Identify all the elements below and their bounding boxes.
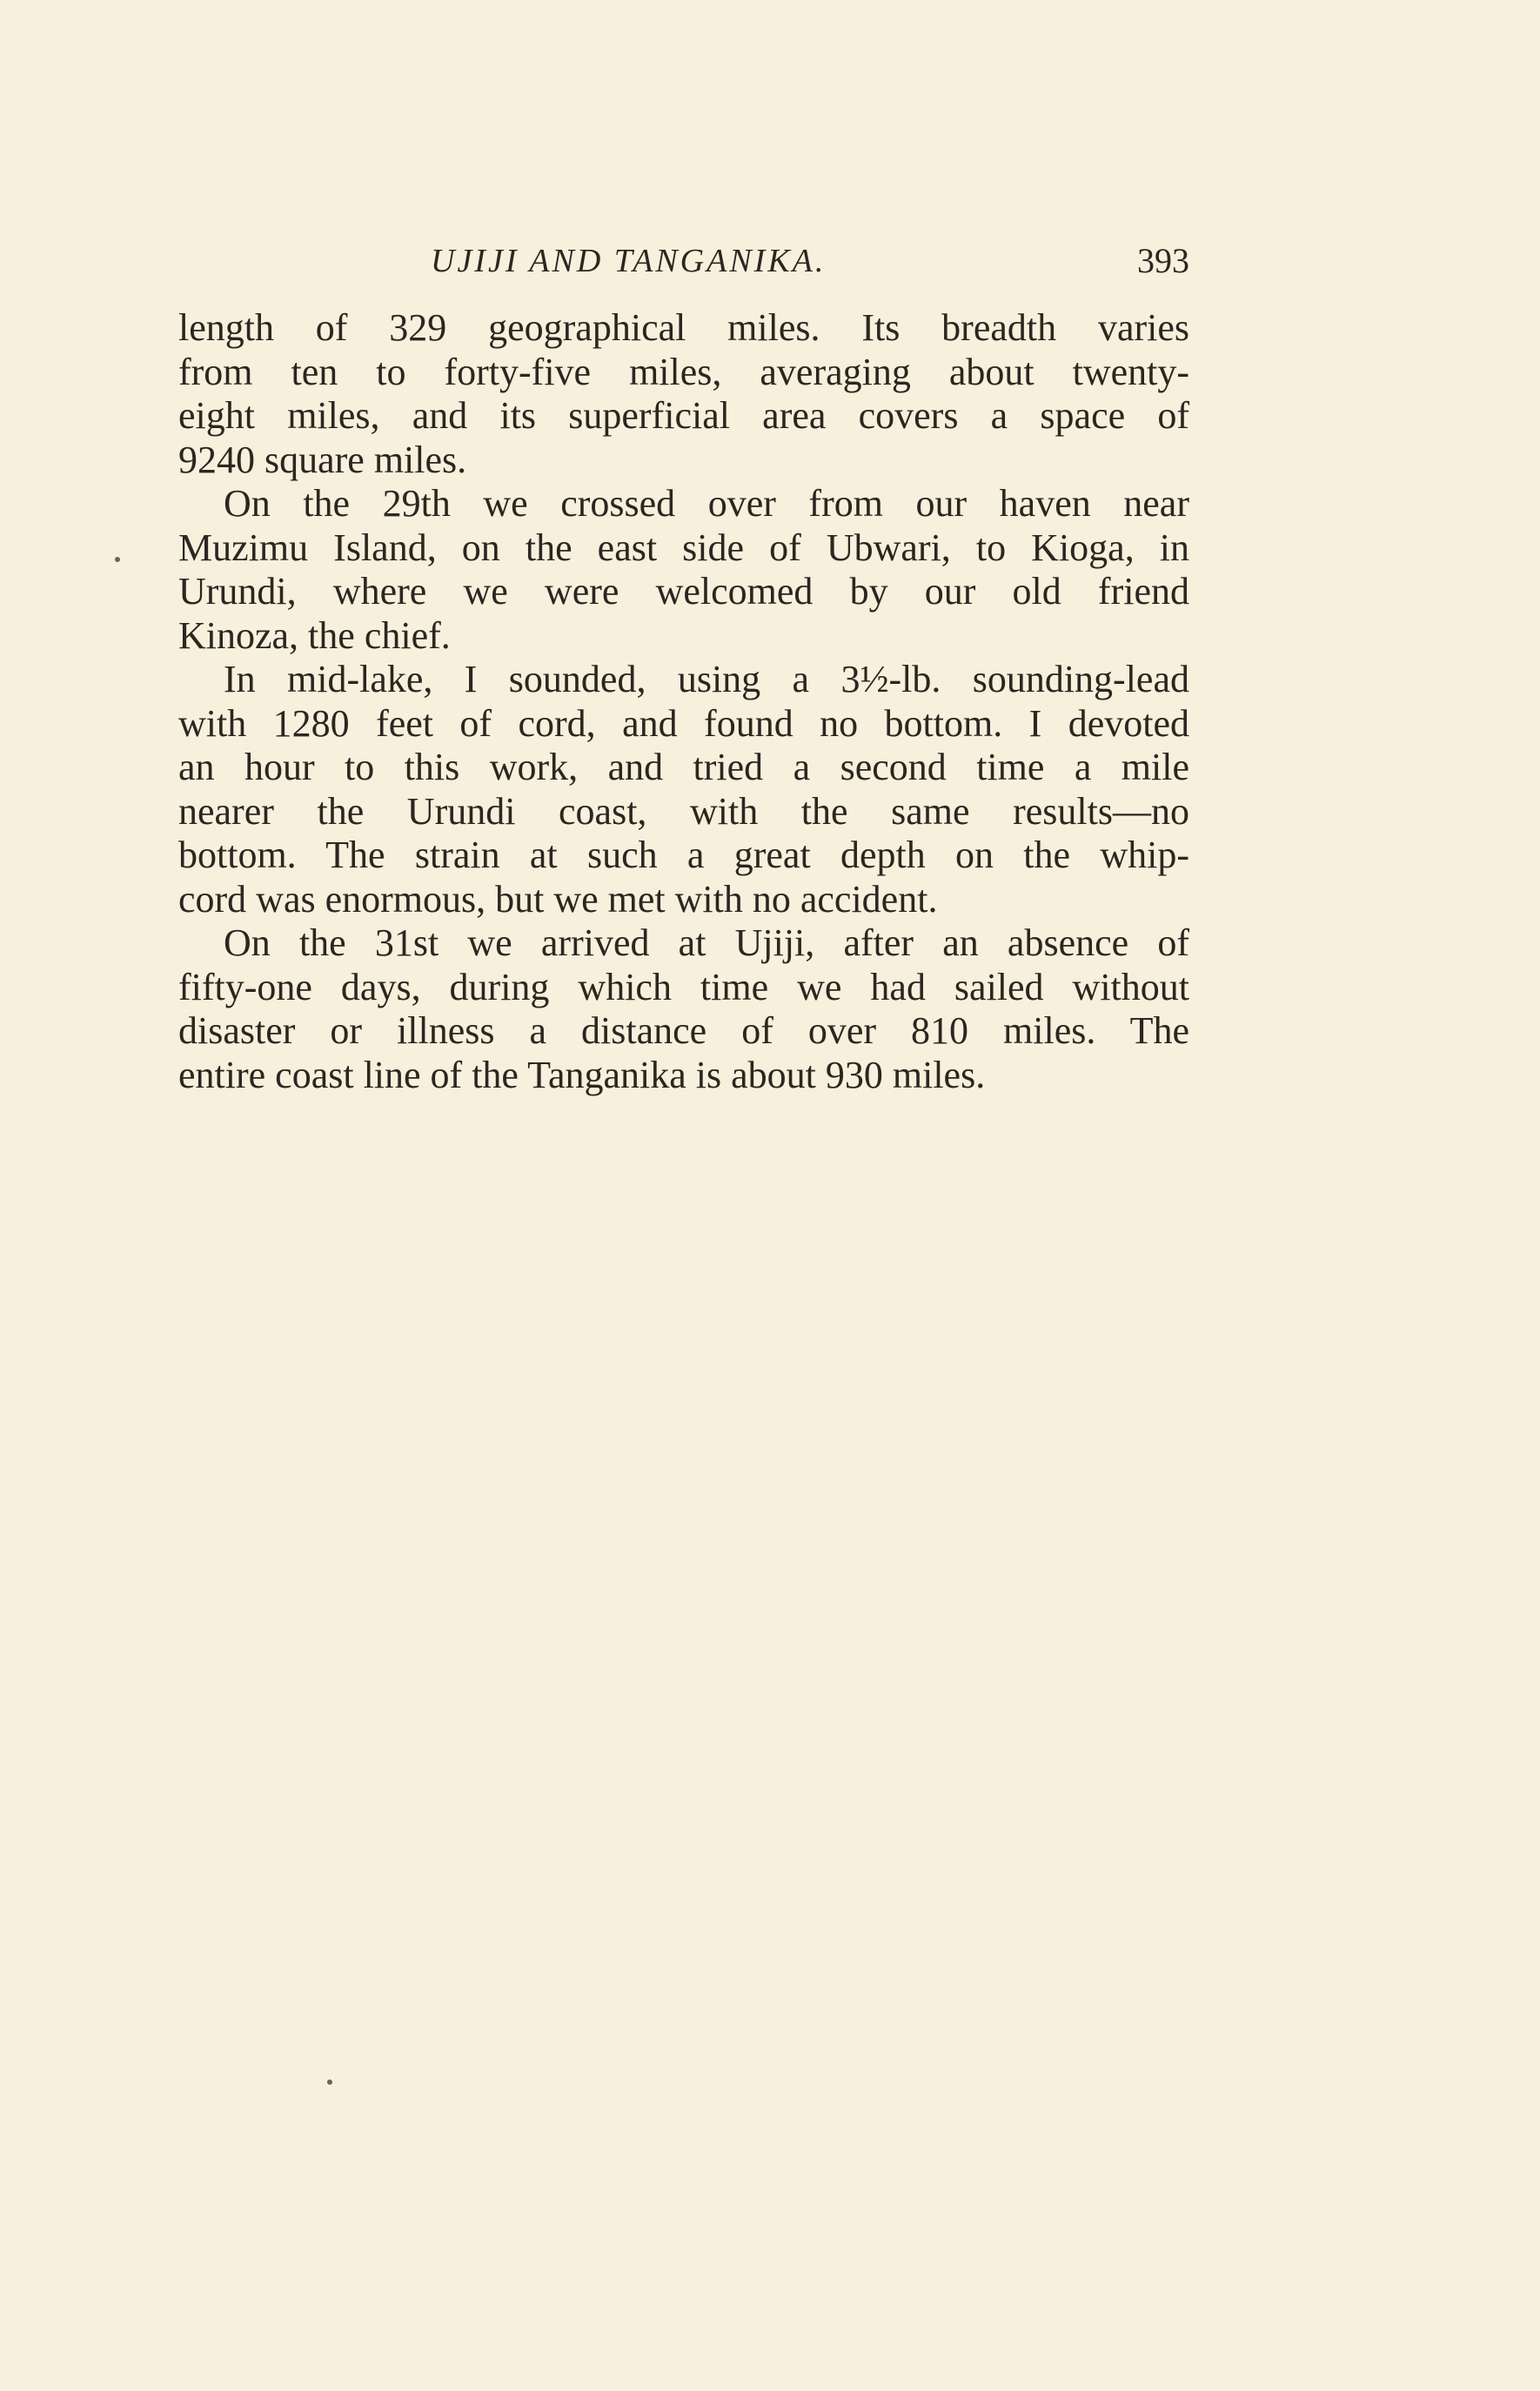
page-number: 393 — [1137, 241, 1189, 280]
text-line: an hour to this work, and tried a second time a mile — [178, 746, 1189, 788]
text-line: 9240 square miles. — [178, 438, 467, 481]
text-line: from ten to forty-five miles, averaging about twenty- — [178, 350, 1189, 393]
text-line: eight miles, and its superficial area covers a space of — [178, 394, 1189, 437]
text-line: entire coast line of the Tanganika is about 930 miles. — [178, 1053, 986, 1096]
running-title: UJIJI AND TANGANIKA. — [431, 243, 827, 279]
text-line: bottom. The strain at such a great depth on the whip- — [178, 834, 1189, 876]
text-line: On the 29th we crossed over from our haven near — [224, 482, 1189, 525]
text-line: fifty-one days, during which time we had sailed without — [178, 965, 1189, 1008]
text-line: On the 31st we arrived at Ujiji, after an absence of — [224, 921, 1189, 964]
page-header — [178, 235, 1189, 287]
text-line: Muzimu Island, on the east side of Ubwari, to Kioga, in — [178, 526, 1189, 569]
text-line: length of 329 geographical miles. Its breadth varies — [178, 306, 1189, 349]
text-line: disaster or illness a distance of over 810 miles. The — [178, 1009, 1189, 1052]
paragraph-crossing-to-kioga — [178, 482, 1189, 658]
text-line: In mid-lake, I sounded, using a 3½-lb. sounding-lead — [224, 658, 1189, 700]
body-text — [178, 306, 1189, 1097]
text-line: cord was enormous, but we met with no accident. — [178, 877, 938, 921]
text-line: nearer the Urundi coast, with the same results—no — [178, 789, 1189, 833]
paragraph-lake-dimensions — [178, 306, 1189, 482]
paper-speck — [327, 2080, 332, 2085]
text-line: Urundi, where we were welcomed by our old friend — [178, 570, 1189, 613]
paper-speck — [115, 557, 120, 562]
paragraph-sounding — [178, 658, 1189, 921]
text-line: Kinoza, the chief. — [178, 613, 451, 657]
paragraph-arrival-ujiji — [178, 921, 1189, 1097]
text-line: with 1280 feet of cord, and found no bottom. I devoted — [178, 701, 1189, 745]
